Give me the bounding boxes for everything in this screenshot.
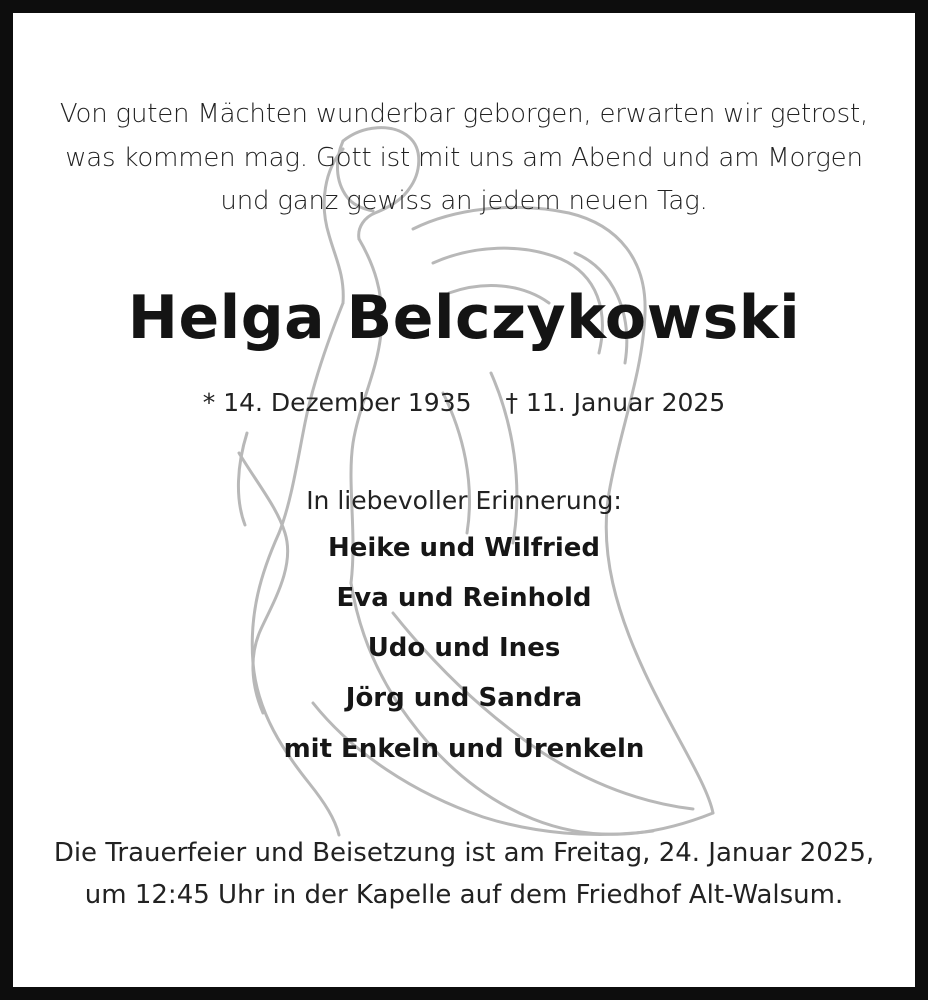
life-dates <box>13 388 915 417</box>
verse-line-3: und ganz gewiss an jedem neuen Tag. <box>220 186 708 216</box>
death-date: † 11. Januar 2025 <box>505 388 726 417</box>
family-member-2: Eva und Reinhold <box>336 583 592 613</box>
family-member-3: Udo und Ines <box>367 633 561 663</box>
verse-line-2: was kommen mag. Gott ist mit uns am Abend und am Morgen <box>65 143 863 173</box>
family-member-5: mit Enkeln und Urenkeln <box>283 734 645 764</box>
deceased-name: Helga Belczykowski <box>127 283 801 353</box>
birth-date: * 14. Dezember 1935 <box>202 388 472 417</box>
memory-intro: In liebevoller Erinnerung: <box>306 486 622 515</box>
family-member-4: Jörg und Sandra <box>345 683 583 713</box>
verse-line-1: Von guten Mächten wunderbar geborgen, erwarten wir getrost, <box>59 99 869 129</box>
service-line-1: Die Trauerfeier und Beisetzung ist am Freitag, 24. Januar 2025, <box>53 838 875 868</box>
family-member-1: Heike und Wilfried <box>327 533 601 563</box>
service-line-2: um 12:45 Uhr in der Kapelle auf dem Friedhof Alt-Walsum. <box>84 880 844 910</box>
